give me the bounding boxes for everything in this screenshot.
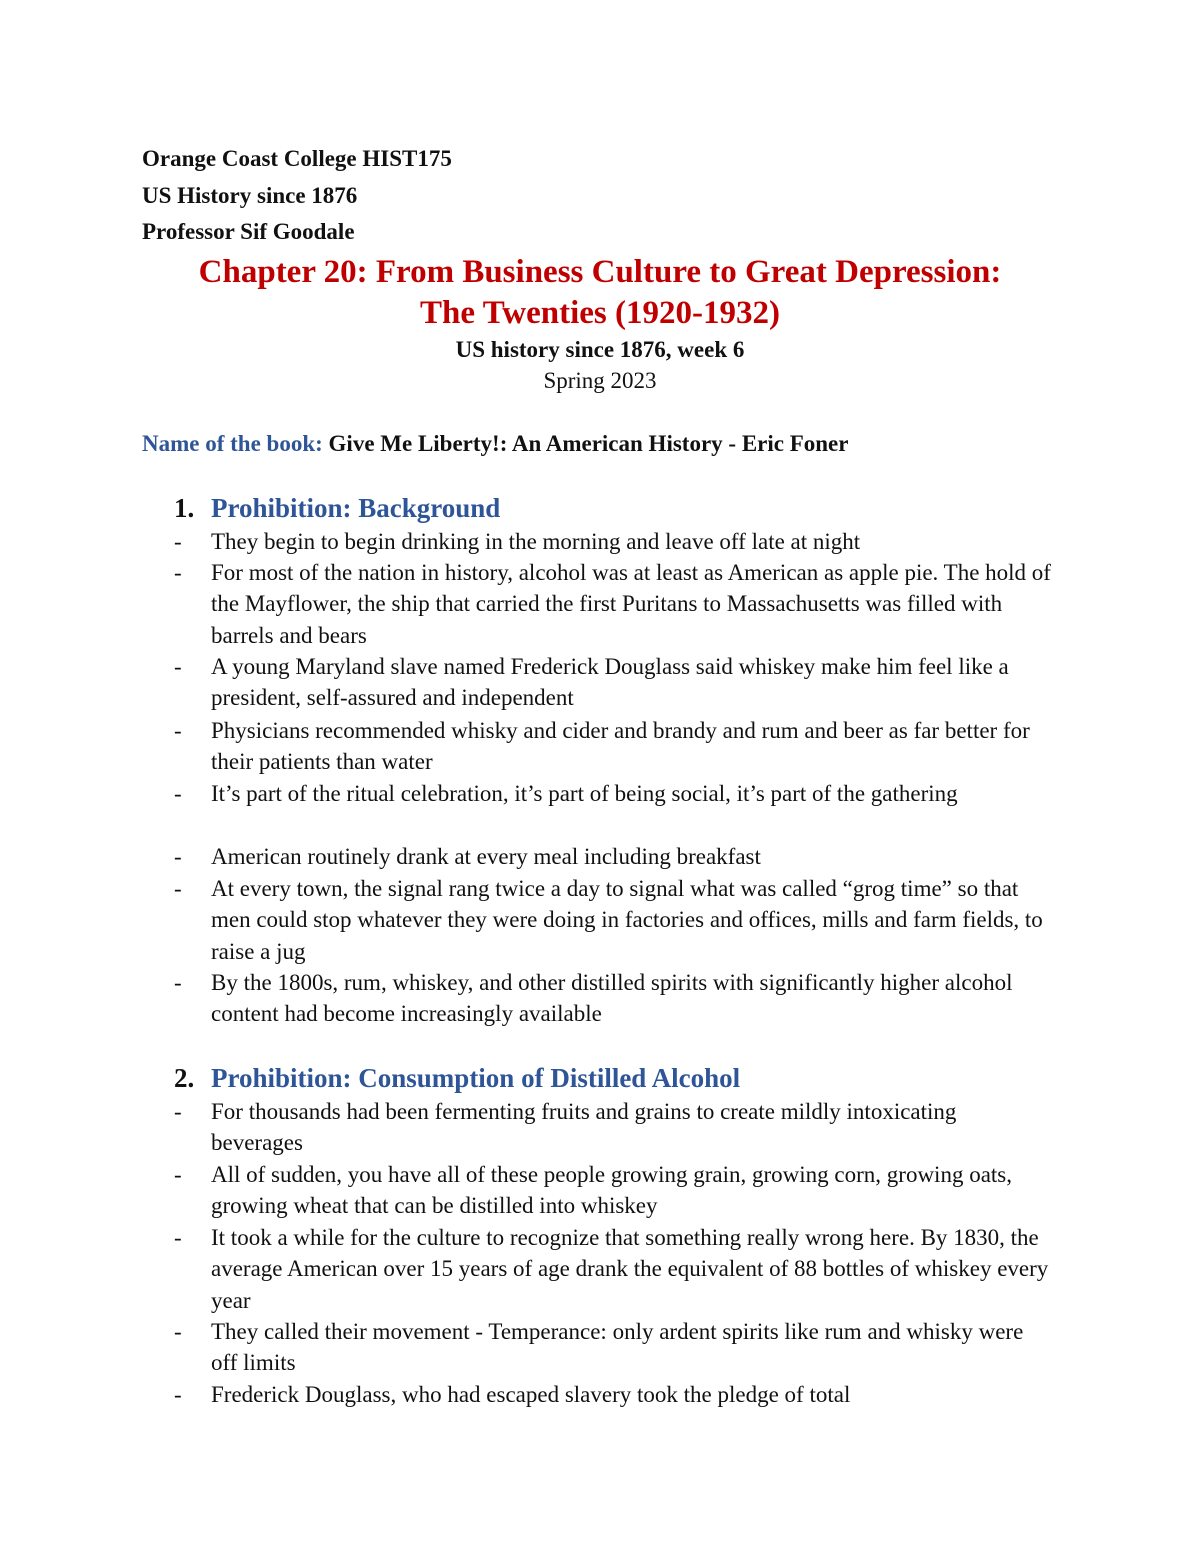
week-subtitle: US history since 1876, week 6	[455, 337, 745, 362]
course-title: US History since 1876	[142, 183, 358, 208]
bullet-dash: -	[174, 1162, 182, 1187]
bullet-dash: -	[174, 844, 182, 869]
section-number: 1.	[174, 493, 195, 523]
course-name: Orange Coast College HIST175	[142, 146, 452, 171]
list-item	[174, 557, 1054, 651]
list-item	[174, 1316, 1054, 1379]
book-label: Name of the book:	[142, 431, 323, 456]
term-subtitle: Spring 2023	[543, 368, 657, 393]
bullet-dash: -	[174, 970, 182, 995]
bullet-dash: -	[174, 1382, 182, 1407]
bullet-text: They begin to begin drinking in the morning and leave off late at night	[211, 529, 861, 554]
list-item	[174, 526, 1054, 557]
book-title: Give Me Liberty!: An American History - Eric Foner	[328, 431, 849, 456]
bullet-dash: -	[174, 654, 182, 679]
list-item	[174, 1159, 1054, 1222]
section-heading	[174, 491, 500, 525]
section-title: Prohibition: Background	[211, 493, 501, 523]
list-item	[174, 873, 1054, 967]
section-number: 2.	[174, 1063, 195, 1093]
bullet-text: American routinely drank at every meal including breakfast	[211, 844, 761, 869]
chapter-title-line-2: The Twenties (1920-1932)	[420, 295, 780, 331]
list-item	[174, 778, 1054, 809]
bullet-text: Physicians recommended whisky and cider and brandy and rum and beer as far better for their patients than water	[211, 718, 1030, 775]
list-item	[174, 967, 1054, 1030]
list-item	[174, 715, 1054, 778]
bullet-dash: -	[174, 1225, 182, 1250]
bullet-dash: -	[174, 560, 182, 585]
bullet-dash: -	[174, 529, 182, 554]
bullet-text: At every town, the signal rang twice a day to signal what was called “grog time” so that men could stop whatever they were doing in factories and offices, mills and farm fields, to raise a jug	[211, 876, 1043, 964]
bullet-text: All of sudden, you have all of these people growing grain, growing corn, growing oats, growing wheat that can be distilled into whiskey	[211, 1162, 1012, 1219]
bullet-text: A young Maryland slave named Frederick Douglass said whiskey make him feel like a president, self-assured and independent	[211, 654, 1009, 711]
bullet-text: They called their movement - Temperance: only ardent spirits like rum and whisky were off limits	[211, 1319, 1024, 1376]
bullet-dash: -	[174, 781, 182, 806]
chapter-title-line-1: Chapter 20: From Business Culture to Great Depression:	[198, 254, 1002, 290]
section-heading	[174, 1061, 740, 1095]
bullet-text: Frederick Douglass, who had escaped slavery took the pledge of total	[211, 1382, 851, 1407]
bullet-dash: -	[174, 718, 182, 743]
bullet-dash: -	[174, 1319, 182, 1344]
bullet-text: It took a while for the culture to recognize that something really wrong here. By 1830, the average American over 15 years of age drank the equivalent of 88 bottles of whiskey every year	[211, 1225, 1049, 1313]
bullet-text: For most of the nation in history, alcohol was at least as American as apple pie. The hold of the Mayflower, the ship that carried the first Puritans to Massachusetts was filled with barrels and bears	[211, 560, 1051, 648]
bullet-text: For thousands had been fermenting fruits and grains to create mildly intoxicating beverages	[211, 1099, 957, 1156]
book-info	[142, 429, 848, 459]
bullet-text: It’s part of the ritual celebration, it’s part of being social, it’s part of the gathering	[211, 781, 958, 806]
list-item	[174, 1096, 1054, 1159]
list-item	[174, 1222, 1054, 1316]
bullet-dash: -	[174, 876, 182, 901]
bullet-text: By the 1800s, rum, whiskey, and other distilled spirits with significantly higher alcohol content had become increasingly available	[211, 970, 1013, 1027]
bullet-dash: -	[174, 1099, 182, 1124]
section-title: Prohibition: Consumption of Distilled Alcohol	[211, 1063, 741, 1093]
professor-name: Professor Sif Goodale	[142, 219, 355, 244]
list-item	[174, 841, 1054, 872]
list-item	[174, 1379, 1054, 1410]
list-item	[174, 651, 1054, 714]
